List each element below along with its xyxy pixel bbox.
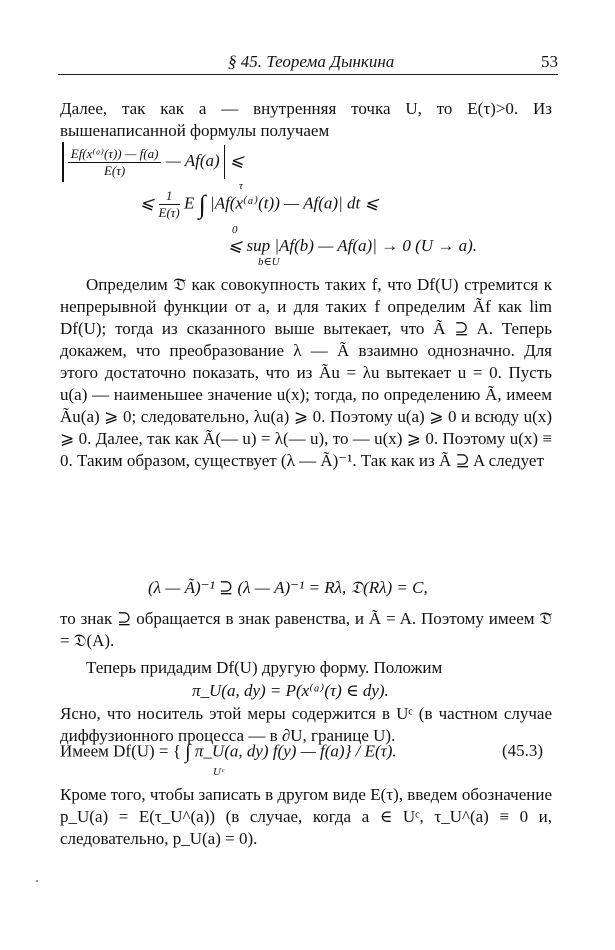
section-title: § 45. Теорема Дынкина <box>228 52 395 71</box>
abs-bar-right <box>224 145 226 179</box>
sup-subscript: b∈U <box>258 256 280 268</box>
print-speck <box>36 880 38 882</box>
fraction-e-tau: E(τ) <box>158 205 180 220</box>
fraction-denominator: E(τ) <box>103 162 126 178</box>
paragraph-intro: Далее, так как a — внутренняя точка U, то E(τ)>0. Из вышенаписанной формулы получаем <box>60 99 552 140</box>
fraction-inverse-expectation <box>159 188 180 221</box>
formula-expectation: E <box>184 193 195 213</box>
fraction-one: 1 <box>159 188 180 205</box>
formula-integrand: |Af(x⁽ᵃ⁾(t)) — Af(a)| dt ⩽ <box>210 193 379 213</box>
paragraph-support: Ясно, что носитель этой меры содержится в Uᶜ (в частном случае диффузионного процесса — в ∂U, границе U). <box>60 704 552 745</box>
formula-resolvent: (λ — Ã)⁻¹ ⊇ (λ — A)⁻¹ = Rλ, 𝔇(Rλ) = C, <box>148 578 428 597</box>
formula-measure: π_U(a, dy) = P(x⁽ᵃ⁾(τ) ∈ dy). <box>192 681 389 700</box>
formula-le-sign-2: ⩽ <box>140 193 155 213</box>
formula-line-3: ⩽ sup |Af(b) — Af(a)| → 0 (U → a). <box>228 236 477 255</box>
formula-df-integral <box>60 741 397 764</box>
integral-domain: Uᶜ <box>213 766 224 778</box>
formula-df-body: π_U(a, dy) f(y) — f(a)} / E(τ). <box>194 741 397 761</box>
equation-number: (45.3) <box>502 741 544 760</box>
running-header <box>58 48 558 75</box>
formula-le-sign: ⩽ <box>229 150 244 170</box>
formula-minus-af: — Af(a) <box>165 150 220 170</box>
fraction-numerator: Ef(x⁽ᵃ⁾(τ)) — f(a) <box>68 146 162 163</box>
integral-upper-limit: τ <box>239 180 243 192</box>
paragraph-equality: то знак ⊇ обращается в знак равенства, и Ã = A. Поэтому имеем 𝔇̃ = 𝔇(A). <box>60 609 552 650</box>
abs-bar-left <box>62 142 64 182</box>
paragraph-expectation: Кроме того, чтобы записать в другом виде E(τ), введем обозначение p_U(a) = E(τ_U^(a)) (в случае, когда a ∈ Uᶜ, τ_U^(a) ≡ 0 и, следовательно, p_U(a) = 0). <box>60 785 552 848</box>
integral-sign: ∫ <box>198 189 206 219</box>
formula-df-lhs: Имеем Df(U) = { <box>60 741 181 761</box>
fraction-mean <box>68 146 162 179</box>
paragraph-main: Определим 𝔇̃ как совокупность таких f, что Df(U) стремится к непрерывной функции от a, и для таких f определим Ãf как lim Df(U); тогда из сказанного выше вытекает, что Ã ⊇ A. Теперь докажем, что преобразование λ — Ã взаимно однозначно. Для этого достаточно показать, что из Ãu = λu вытекает u = 0. Пусть u(a) — наименьшее значение u(x); тогда, по определению Ã, имеем Ãu(a) ⩾ 0; следовательно, λu(a) ⩾ 0. Поэтому u(a) ⩾ 0 и всюду u(x) ⩾ 0. Далее, так как Ã(— u) = λ(— u), то — u(x) ⩾ 0. Поэтому u(x) ≡ 0. Таким образом, существует (λ — Ã)⁻¹. Так как из Ã ⊇ A следует <box>60 275 552 470</box>
formula-line-2 <box>140 188 379 221</box>
paragraph-new-form: Теперь придадим Df(U) другую форму. Положим <box>86 658 443 677</box>
formula-line-1 <box>62 142 244 182</box>
integral-sign-2: ∫ <box>185 741 191 763</box>
page-number: 53 <box>541 52 558 71</box>
integral-lower-limit: 0 <box>232 224 238 236</box>
